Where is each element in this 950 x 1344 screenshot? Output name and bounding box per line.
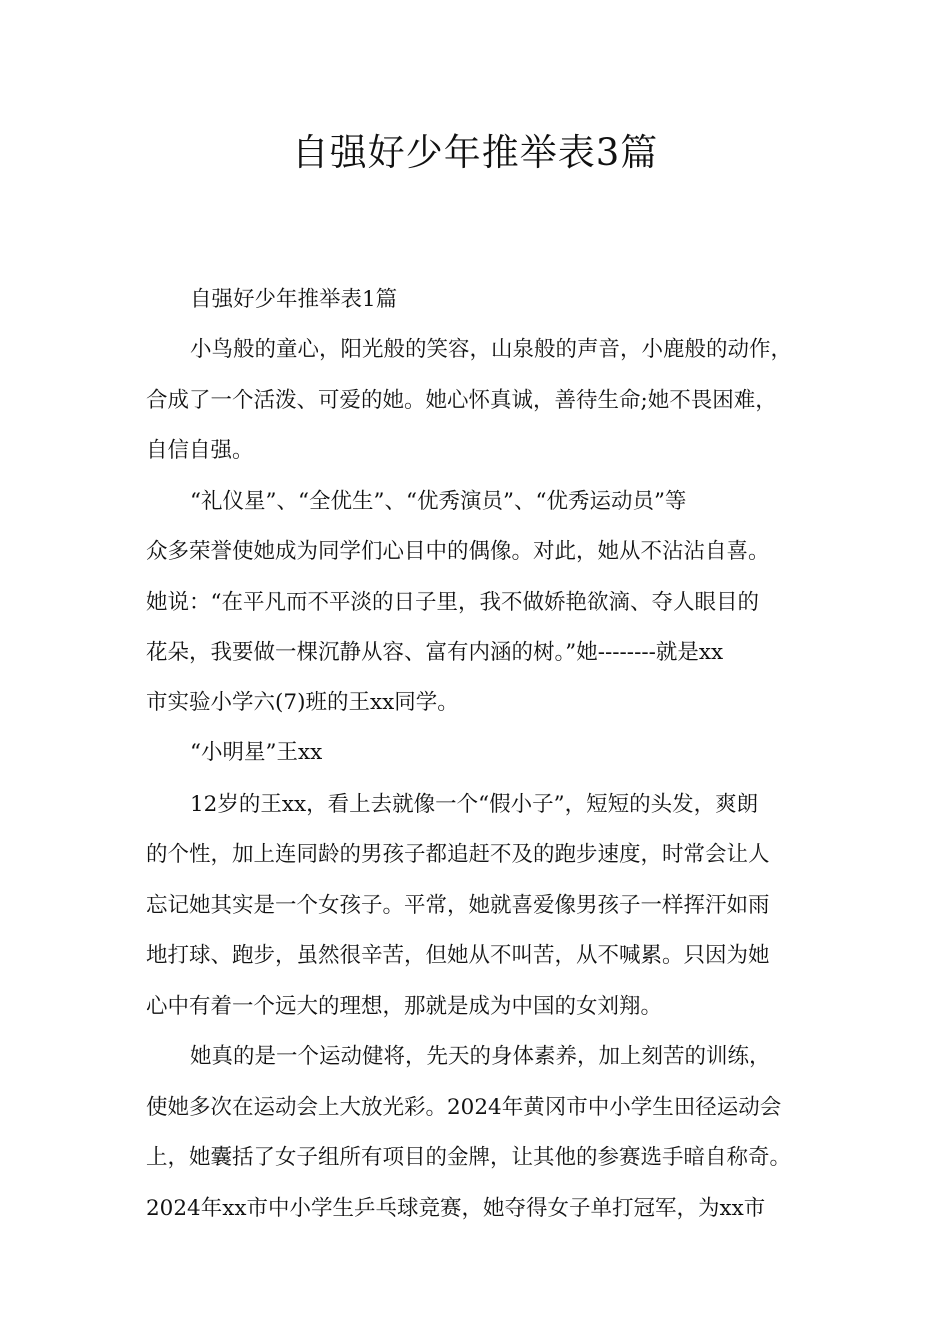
text-line: 合成了一个活泼、可爱的她。她心怀真诚，善待生命;她不畏困难，	[146, 388, 777, 413]
text-line: 自信自强。	[146, 438, 254, 463]
document-title: 自强好少年推举表3篇	[291, 131, 659, 174]
text-line: 地打球、跑步，虽然很辛苦，但她从不叫苦，从不喊累。只因为她	[146, 943, 770, 968]
text-line: 小鸟般的童心，阳光般的笑容，山泉般的声音，小鹿般的动作，	[190, 337, 793, 362]
section-heading: 自强好少年推举表1篇	[190, 287, 398, 312]
text-line: 上，她囊括了女子组所有项目的金牌，让其他的参赛选手暗自称奇。	[146, 1145, 792, 1170]
text-line: “礼仪星”、“全优生”、“优秀演员”、“优秀运动员”等	[190, 489, 687, 514]
text-line: 她真的是一个运动健将，先天的身体素养，加上刻苦的训练，	[190, 1044, 771, 1069]
text-line: 2024年xx市中小学生乒乓球竞赛，她夺得女子单打冠军，为xx市	[146, 1196, 766, 1221]
text-line: 她说：“在平凡而不平淡的日子里，我不做娇艳欲滴、夺人眼目的	[146, 590, 759, 615]
text-line: 众多荣誉使她成为同学们心目中的偶像。对此，她从不沾沾自喜。	[146, 539, 770, 564]
text-line: 市实验小学六(7)班的王xx同学。	[146, 690, 459, 715]
text-line: 的个性，加上连同龄的男孩子都追赶不及的跑步速度，时常会让人	[146, 842, 770, 867]
text-line: 心中有着一个远大的理想，那就是成为中国的女刘翔。	[146, 994, 663, 1019]
text-line: 使她多次在运动会上大放光彩。2024年黄冈市中小学生田径运动会	[146, 1095, 782, 1120]
text-line: 花朵，我要做一棵沉静从容、富有内涵的树。”她--------就是xx	[146, 640, 724, 665]
text-line: 忘记她其实是一个女孩子。平常，她就喜爱像男孩子一样挥汗如雨	[146, 893, 770, 918]
text-line: 12岁的王xx，看上去就像一个“假小子”，短短的头发，爽朗	[190, 792, 759, 817]
subheading: “小明星”王xx	[190, 740, 323, 765]
